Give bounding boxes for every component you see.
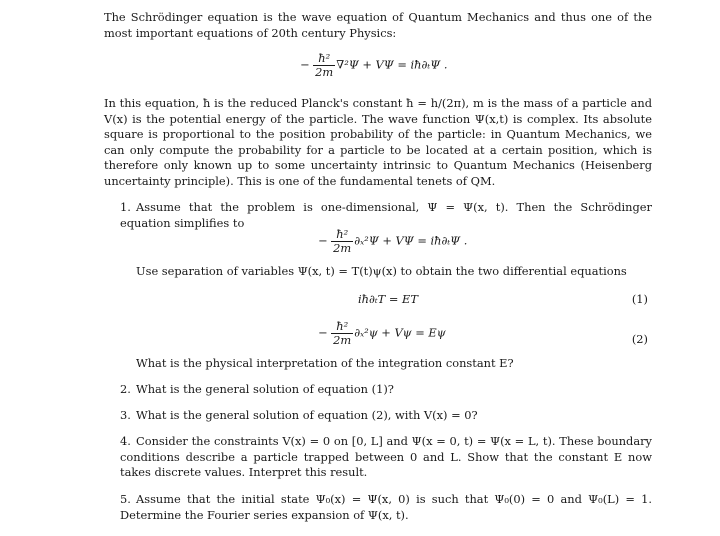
equation-1: iħ∂ₜT = ET [358, 292, 418, 306]
equation-rhs: ∂ₓ²ψ + Vψ = Eψ [354, 325, 446, 340]
schrodinger-fraction [313, 52, 335, 79]
schrodinger-equation: − $\frac{\text{ħ²}}{2m}$ ∇²Ψ + VΨ = iħ∂ₜΨ . [300, 51, 448, 79]
separation-text: Use separation of variables Ψ(x, t) = T(t)ψ(x) to obtain the two differential equations [136, 264, 627, 278]
equation-rhs: ∇²Ψ + VΨ = iħ∂ₜΨ . [336, 57, 448, 72]
fraction-numerator: ħ² [313, 52, 335, 66]
fraction-numerator: ħ² [331, 320, 353, 334]
intro-paragraph: The Schrödinger equation is the wave equation of Quantum Mechanics and thus one of the most important equations of 20th century Physics: [104, 10, 652, 40]
question-text: What is the general solution of equation (1)? [136, 382, 394, 396]
equation-2-label: (2) [631, 332, 648, 346]
question-text: Consider the constraints V(x) = 0 on [0, L] and Ψ(x = 0, t) = Ψ(x = L, t). These boundary conditions describe a particle trapped between 0 and L. Show that the constant E now takes discrete values. Interpret this result. [120, 434, 652, 480]
equation-rhs: ∂ₓ²Ψ + VΨ = iħ∂ₜΨ . [354, 233, 468, 248]
equation-1-label: (1) [631, 292, 648, 306]
question-text: Assume that the problem is one-dimensional, Ψ = Ψ(x, t). Then the Schrödinger equation simplifies to [120, 200, 652, 230]
equation-2-fraction [331, 320, 353, 347]
question-number: 3. [120, 408, 131, 422]
question-3 [120, 408, 652, 424]
question-number: 5. [120, 492, 131, 506]
question-1 [120, 200, 652, 231]
question-text: Assume that the initial state Ψ₀(x) = Ψ(x, 0) is such that Ψ₀(0) = 0 and Ψ₀(L) = 1. Determine the Fourier series expansion of Ψ(x, t). [120, 492, 652, 522]
fraction-denominator: 2m [333, 241, 352, 255]
one-d-fraction [331, 228, 353, 255]
fraction-denominator: 2m [333, 333, 352, 347]
question-text: What is the general solution of equation (2), with V(x) = 0? [136, 408, 478, 422]
fraction-denominator: 2m [315, 65, 334, 79]
question-number: 1. [120, 200, 131, 214]
question-5 [120, 492, 652, 523]
integration-constant-question: What is the physical interpretation of the integration constant E? [136, 356, 514, 370]
one-dimensional-equation: − $\frac{\text{ħ²}}{2m}$ ∂ₓ²Ψ + VΨ = iħ∂ₜΨ . [318, 227, 468, 255]
explanation-paragraph: In this equation, ħ is the reduced Planck's constant ħ = h/(2π), m is the mass of a particle and V(x) is the potential energy of the particle. The wave function Ψ(x,t) is complex. Its absolute square is proportional to the position probability of the particle: in Quantum Mechanics, we can only compute the probability for a particle to be located at a certain position, which is therefore only known up to some uncertainty intrinsic to Quantum Mechanics (Heisenberg uncertainty principle). This is one of the fundamental tenets of QM. [104, 96, 652, 188]
question-4 [120, 434, 652, 481]
question-number: 2. [120, 382, 131, 396]
fraction-numerator: ħ² [331, 228, 353, 242]
equation-2: − $\frac{\text{ħ²}}{2m}$ ∂ₓ²ψ + Vψ = Eψ [318, 319, 446, 347]
question-number: 4. [120, 434, 131, 448]
question-2 [120, 382, 652, 398]
